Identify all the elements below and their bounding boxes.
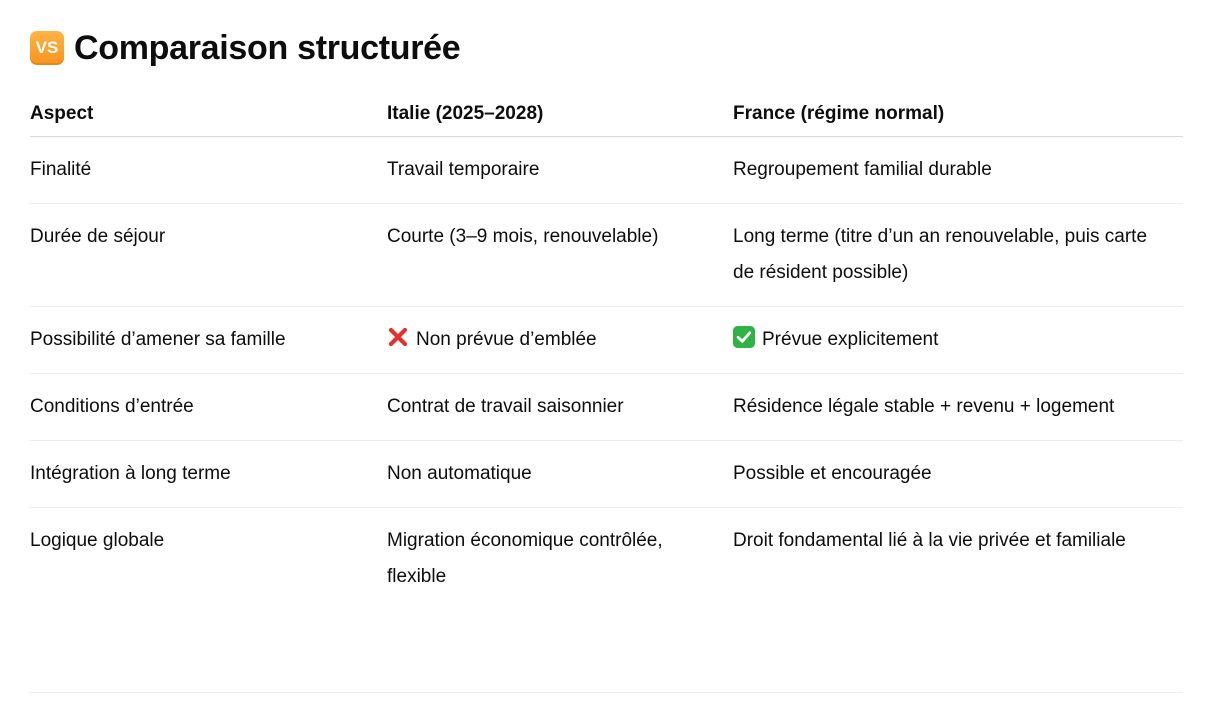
cell-france: Droit fondamental lié à la vie privée et familiale [733, 530, 1126, 551]
header-france: France (régime normal) [733, 96, 1183, 137]
cell-france: Possible et encouragée [733, 441, 1183, 508]
cell-aspect: Durée de séjour [30, 204, 387, 307]
table-row [30, 137, 1183, 204]
cell-france: Long terme (titre d’un an renouvelable, puis carte de résident possible) [733, 204, 1183, 307]
cell-italie: Contrat de travail saisonnier [387, 374, 733, 441]
comparison-section [30, 0, 1183, 610]
cell-aspect: Possibilité d’amener sa famille [30, 307, 387, 374]
cell-france [733, 307, 1183, 374]
table-row [30, 307, 1183, 374]
cell-italie [387, 307, 733, 374]
table-row [30, 441, 1183, 508]
cell-aspect: Intégration à long terme [30, 441, 387, 508]
table-row [30, 508, 1183, 611]
cell-italie: Migration économique contrôlée, flexible [387, 530, 663, 587]
cell-france: Regroupement familial durable [733, 137, 1183, 204]
section-title: Comparaison structurée [74, 28, 461, 67]
comparison-table [30, 96, 1183, 610]
cell-france-text: Prévue explicitement [762, 329, 939, 350]
cell-aspect: Finalité [30, 137, 387, 204]
table-row [30, 374, 1183, 441]
vs-button-icon: VS [30, 31, 64, 65]
cell-italie: Travail temporaire [387, 137, 733, 204]
red-cross-icon [387, 326, 409, 348]
cell-italie: Courte (3–9 mois, renouvelable) [387, 204, 733, 307]
section-divider [30, 692, 1183, 693]
cell-aspect: Conditions d’entrée [30, 374, 387, 441]
cell-italie: Non automatique [387, 441, 733, 508]
green-check-icon [733, 326, 755, 348]
cell-italie-text: Non prévue d’emblée [416, 329, 597, 350]
cell-aspect: Logique globale [30, 530, 165, 551]
header-aspect: Aspect [30, 96, 387, 137]
section-heading [30, 0, 1183, 96]
header-italie: Italie (2025–2028) [387, 96, 733, 137]
cell-france: Résidence légale stable + revenu + logement [733, 374, 1183, 441]
table-row [30, 204, 1183, 307]
table-header-row [30, 96, 1183, 137]
